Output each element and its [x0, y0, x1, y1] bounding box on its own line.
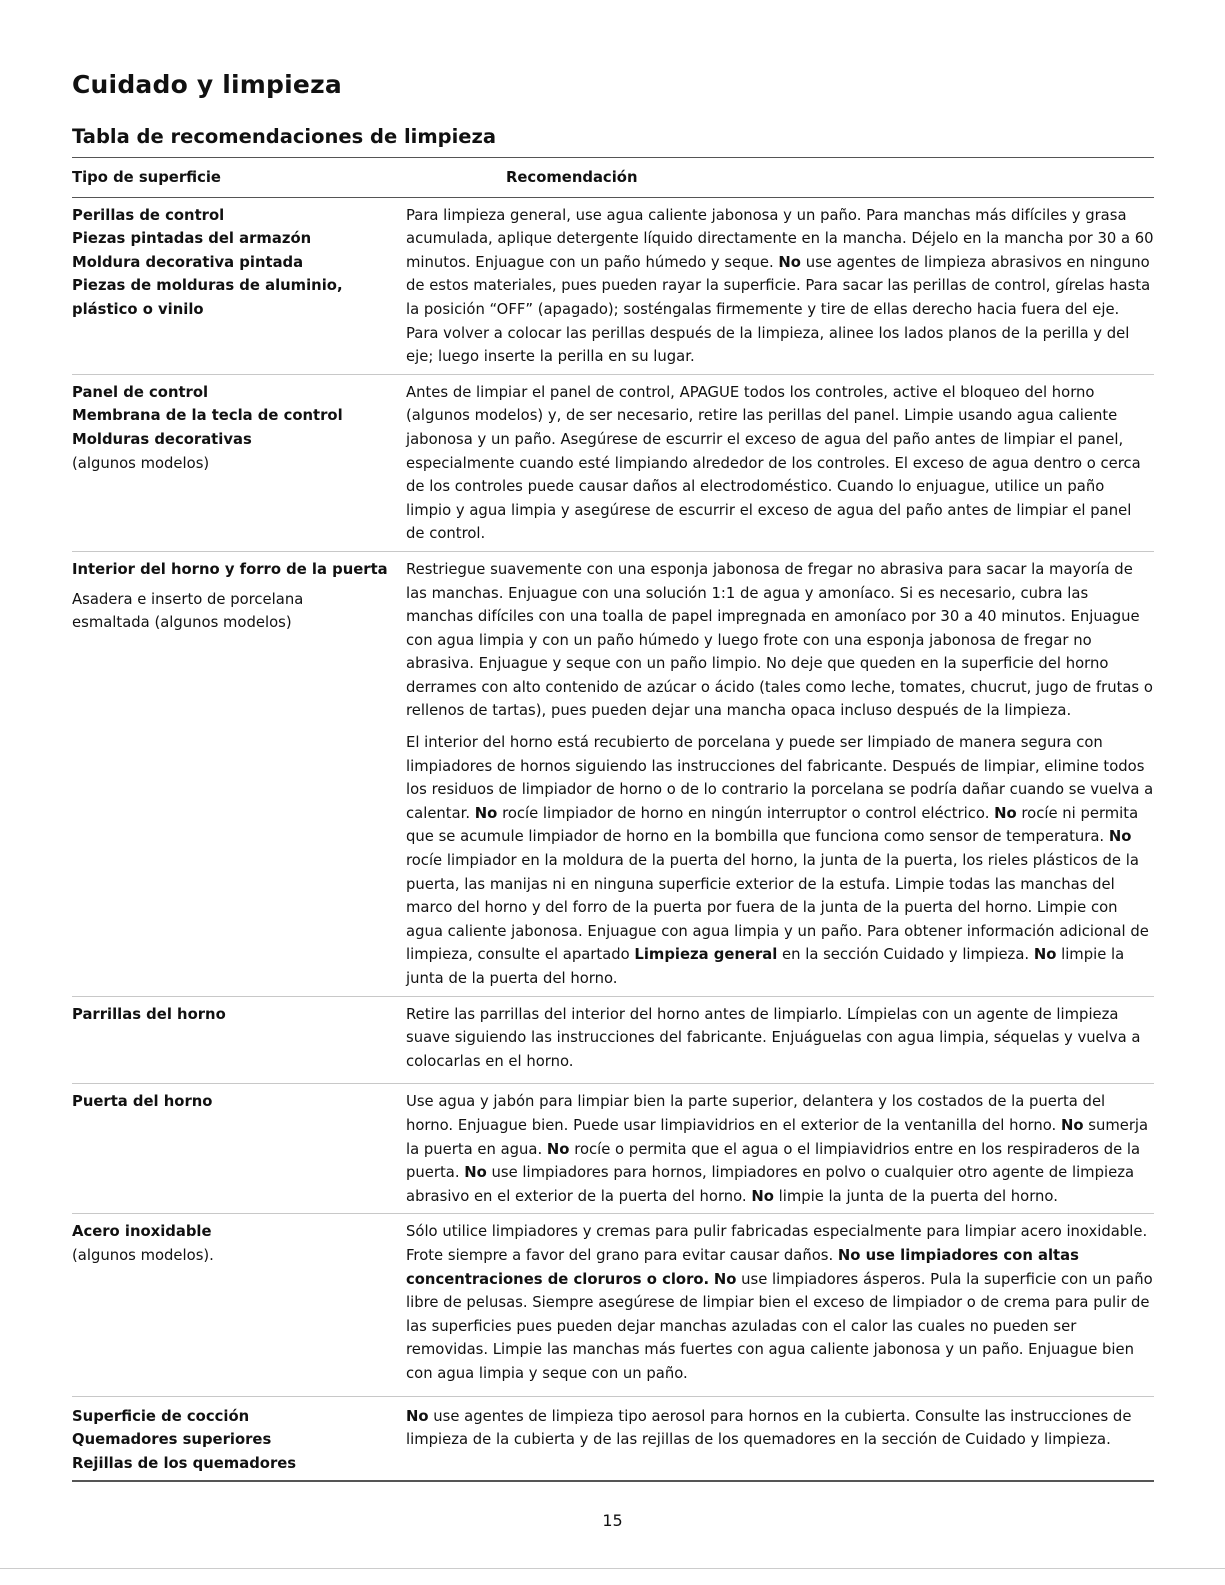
surface-name: Rejillas de los quemadores	[72, 1454, 297, 1472]
recommendation-cell	[406, 204, 1154, 369]
table-row	[72, 198, 1154, 375]
surface-cell	[72, 381, 406, 546]
surface-name: Membrana de la tecla de control	[72, 407, 343, 425]
surface-name: Interior del horno y forro de la puerta	[72, 560, 388, 578]
recommendation-cell	[406, 1220, 1154, 1385]
surface-cell	[72, 1220, 406, 1385]
surface-name: Superficie de cocción	[72, 1407, 250, 1425]
table-header	[72, 158, 1154, 198]
cleaning-table	[72, 157, 1154, 1482]
bottom-divider	[0, 1568, 1225, 1569]
surface-cell	[72, 1090, 406, 1208]
column-header-recommendation: Recomendación	[506, 169, 638, 186]
recommendation-cell	[406, 1090, 1154, 1208]
section-title: Tabla de recomendaciones de limpieza	[72, 125, 497, 148]
recommendation-text: Antes de limpiar el panel de control, APAGUE todos los controles, active el bloqueo del horno (algunos modelos) y, de ser necesario, retire las perillas del panel. Limpie usando agua caliente jabonosa y un paño. Asegúrese de escurrir el exceso de agua del paño antes de limpiar el panel, especialmente cuando esté limpiando alrededor de los controles. El exceso de agua dentro o cerca de los controles puede causar daños al electrodoméstico. Cuando lo enjuague, utilice un paño limpio y agua limpia y asegúrese de escurrir el exceso de agua del paño antes de limpiar el panel de control.	[406, 383, 1141, 543]
surface-name: Piezas pintadas del armazón	[72, 230, 312, 248]
table-row	[72, 1214, 1154, 1396]
surface-name: Acero inoxidable	[72, 1223, 212, 1241]
surface-name: plástico o vinilo	[72, 300, 204, 318]
page-number: 15	[602, 1511, 623, 1530]
surface-name: Puerta del horno	[72, 1093, 213, 1111]
page-title: Cuidado y limpieza	[72, 70, 342, 99]
surface-note: esmaltada (algunos modelos)	[72, 614, 292, 632]
recommendation-cell	[406, 558, 1154, 991]
recommendation-text: Para limpieza general, use agua caliente jabonosa y un paño. Para manchas más difíciles y grasa acumulada, aplique detergente líquido directamente en la mancha. Déjelo en la mancha por 30 a 60 minutos. Enjuague con un paño húmedo y seque. No use agentes de limpieza abrasivos en ninguno de estos materiales, pues pueden rayar la superficie. Para sacar las perillas de control, gírelas hasta la posición “OFF” (apagado); sosténgalas firmemente y tire de ellas derecho hacia fuera del eje. Para volver a colocar las perillas después de la limpieza, alinee los lados planos de la perilla y del eje; luego inserte la perilla en su lugar.	[406, 206, 1154, 366]
recommendation-text: Use agua y jabón para limpiar bien la parte superior, delantera y los costados de la puerta del horno. Enjuague bien. Puede usar limpiavidrios en el exterior de la ventanilla del horno. No sumerja la puerta en agua. No rocíe o permita que el agua o el limpiavidrios entre en los respiraderos de la puerta. No use limpiadores para hornos, limpiadores en polvo o cualquier otro agente de limpieza abrasivo en el exterior de la puerta del horno. No limpie la junta de la puerta del horno.	[406, 1093, 1149, 1205]
recommendation-text: Retire las parrillas del interior del horno antes de limpiarlo. Límpielas con un agente de limpieza suave siguiendo las instrucciones del fabricante. Enjuáguelas con agua limpia, séquelas y vuelva a colocarlas en el horno.	[406, 1005, 1141, 1070]
recommendation-text: Sólo utilice limpiadores y cremas para pulir fabricadas especialmente para limpiar acero inoxidable. Frote siempre a favor del grano para evitar causar daños. No use limpiadores con altas concentraciones de cloruros o cloro. No use limpiadores ásperos. Pula la superficie con un paño libre de pelusas. Siempre asegúrese de limpiar bien el exceso de limpiador o de crema para pulir de las superficies pues pueden dejar manchas azuladas con el calor las cuales no pueden ser removidas. Limpie las manchas más fuertes con agua caliente jabonosa y un paño. Enjuague bien con agua limpia y seque con un paño.	[406, 1223, 1153, 1382]
surface-note: (algunos modelos)	[72, 454, 210, 472]
table-row	[72, 1084, 1154, 1214]
surface-cell	[72, 1003, 406, 1074]
surface-note: (algunos modelos).	[72, 1246, 214, 1264]
surface-name: Moldura decorativa pintada	[72, 253, 304, 271]
surface-name: Molduras decorativas	[72, 430, 252, 448]
surface-name: Quemadores superiores	[72, 1431, 272, 1449]
table-row	[72, 997, 1154, 1085]
page	[72, 70, 1154, 1482]
table-row	[72, 1397, 1154, 1483]
surface-name: Piezas de molduras de aluminio,	[72, 277, 343, 295]
surface-cell	[72, 204, 406, 369]
recommendation-text: Restriegue suavemente con una esponja jabonosa de fregar no abrasiva para sacar la mayoría de las manchas. Enjuague con una solución 1:1 de agua y amoníaco. Si es necesario, cubra las manchas difíciles con una toalla de papel impregnada en amoníaco por 30 a 40 minutos. Enjuague con agua limpia y con un paño húmedo y luego frote con una esponja jabonosa de fregar no abrasiva. Enjuague y seque con un paño limpio. No deje que queden en la superficie del horno derrames con alto contenido de azúcar o ácido (tales como leche, tomates, chucrut, jugo de frutas o rellenos de tartas), pues pueden dejar una mancha opaca incluso después de la limpieza.	[406, 560, 1153, 720]
surface-name: Panel de control	[72, 383, 209, 401]
column-header-surface: Tipo de superficie	[72, 169, 221, 186]
table-row	[72, 375, 1154, 552]
surface-name: Perillas de control	[72, 206, 225, 224]
recommendation-cell	[406, 1405, 1154, 1476]
recommendation-text: No use agentes de limpieza tipo aerosol para hornos en la cubierta. Consulte las instrucciones de limpieza de la cubierta y de las rejillas de los quemadores en la sección de Cuidado y limpieza.	[406, 1407, 1132, 1449]
surface-note: Asadera e inserto de porcelana	[72, 590, 304, 608]
surface-cell	[72, 1405, 406, 1476]
recommendation-text: El interior del horno está recubierto de porcelana y puede ser limpiado de manera segura con limpiadores de hornos siguiendo las instrucciones del fabricante. Después de limpiar, elimine todos los residuos de limpiador de horno o de lo contrario la porcelana se podría dañar cuando se vuelva a calentar. No rocíe limpiador de horno en ningún interruptor o control eléctrico. No rocíe ni permita que se acumule limpiador de horno en la bombilla que funciona como sensor de temperatura. No rocíe limpiador en la moldura de la puerta del horno, la junta de la puerta, los rieles plásticos de la puerta, las manijas ni en ninguna superficie exterior de la estufa. Limpie todas las manchas del marco del horno y del forro de la puerta por fuera de la junta de la puerta del horno. Limpie con agua caliente jabonosa. Enjuague con agua limpia y un paño. Para obtener información adicional de limpieza, consulte el apartado Limpieza general en la sección Cuidado y limpieza. No limpie la junta de la puerta del horno.	[406, 734, 1154, 987]
recommendation-cell	[406, 381, 1154, 546]
surface-cell	[72, 558, 406, 991]
surface-name: Parrillas del horno	[72, 1005, 226, 1023]
table-row	[72, 552, 1154, 997]
recommendation-cell	[406, 1003, 1154, 1074]
